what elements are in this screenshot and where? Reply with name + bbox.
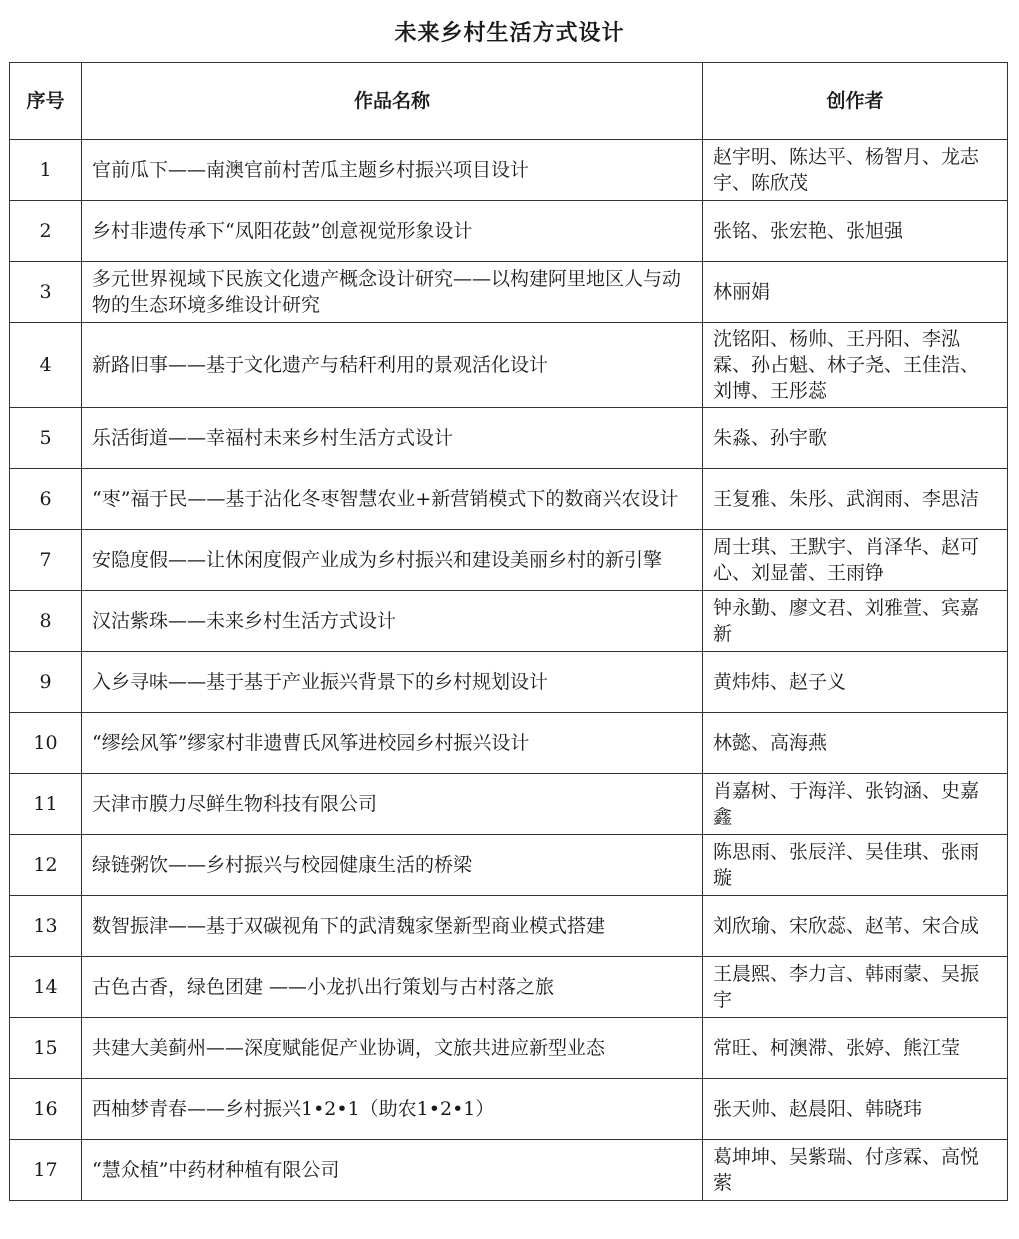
row-number: 15 (10, 1018, 82, 1079)
row-number: 7 (10, 530, 82, 591)
authors: 王晨熙、李力言、韩雨蒙、吴振宇 (703, 957, 1008, 1018)
table-row (10, 713, 1008, 774)
header-number: 序号 (10, 63, 82, 140)
authors: 葛坤坤、吴紫瑞、付彦霖、高悦萦 (703, 1140, 1008, 1201)
row-number: 8 (10, 591, 82, 652)
work-title: 乐活街道——幸福村未来乡村生活方式设计 (82, 408, 703, 469)
row-number: 13 (10, 896, 82, 957)
work-title: “缪绘风筝”缪家村非遗曹氏风筝进校园乡村振兴设计 (82, 713, 703, 774)
row-number: 12 (10, 835, 82, 896)
table-row (10, 591, 1008, 652)
authors: 黄炜炜、赵子义 (703, 652, 1008, 713)
work-title: “慧众植”中药材种植有限公司 (82, 1140, 703, 1201)
table-row (10, 469, 1008, 530)
row-number: 5 (10, 408, 82, 469)
work-title: 天津市膜力尽鲜生物科技有限公司 (82, 774, 703, 835)
authors: 刘欣瑜、宋欣蕊、赵苇、宋合成 (703, 896, 1008, 957)
authors: 张天帅、赵晨阳、韩晓玮 (703, 1079, 1008, 1140)
authors: 常旺、柯澳滞、张婷、熊江莹 (703, 1018, 1008, 1079)
table-row (10, 140, 1008, 201)
work-title: 共建大美蓟州——深度赋能促产业协调，文旅共进应新型业态 (82, 1018, 703, 1079)
work-title: 绿链粥饮——乡村振兴与校园健康生活的桥梁 (82, 835, 703, 896)
row-number: 11 (10, 774, 82, 835)
table-row (10, 201, 1008, 262)
row-number: 3 (10, 262, 82, 323)
table-row (10, 1140, 1008, 1201)
table-row (10, 835, 1008, 896)
work-title: 新路旧事——基于文化遗产与秸秆利用的景观活化设计 (82, 323, 703, 408)
table-row (10, 530, 1008, 591)
authors: 王复雅、朱彤、武润雨、李思洁 (703, 469, 1008, 530)
row-number: 9 (10, 652, 82, 713)
header-work-title: 作品名称 (82, 63, 703, 140)
header-authors: 创作者 (703, 63, 1008, 140)
work-title: 古色古香，绿色团建 ——小龙扒出行策划与古村落之旅 (82, 957, 703, 1018)
authors: 周士琪、王默宇、肖泽华、赵可心、刘显蕾、王雨铮 (703, 530, 1008, 591)
work-title: 汉沽紫珠——未来乡村生活方式设计 (82, 591, 703, 652)
authors: 沈铭阳、杨帅、王丹阳、李泓霖、孙占魁、林子尧、王佳浩、刘博、王彤蕊 (703, 323, 1008, 408)
work-title: “枣”福于民——基于沾化冬枣智慧农业+新营销模式下的数商兴农设计 (82, 469, 703, 530)
page-title: 未来乡村生活方式设计 (394, 21, 625, 46)
authors: 陈思雨、张辰洋、吴佳琪、张雨璇 (703, 835, 1008, 896)
authors: 朱淼、孙宇歌 (703, 408, 1008, 469)
row-number: 10 (10, 713, 82, 774)
work-title: 入乡寻味——基于基于产业振兴背景下的乡村规划设计 (82, 652, 703, 713)
row-number: 1 (10, 140, 82, 201)
authors: 赵宇明、陈达平、杨智月、龙志宇、陈欣茂 (703, 140, 1008, 201)
table-row (10, 262, 1008, 323)
table-row (10, 1018, 1008, 1079)
awards-table (9, 62, 1008, 1201)
authors: 肖嘉树、于海洋、张钧涵、史嘉鑫 (703, 774, 1008, 835)
row-number: 14 (10, 957, 82, 1018)
table-row (10, 774, 1008, 835)
row-number: 2 (10, 201, 82, 262)
table-row (10, 408, 1008, 469)
work-title: 乡村非遗传承下“凤阳花鼓”创意视觉形象设计 (82, 201, 703, 262)
table-header-row (10, 63, 1008, 140)
table-row (10, 957, 1008, 1018)
row-number: 17 (10, 1140, 82, 1201)
work-title: 官前瓜下——南澳官前村苦瓜主题乡村振兴项目设计 (82, 140, 703, 201)
authors: 林丽娟 (703, 262, 1008, 323)
table-row (10, 896, 1008, 957)
authors: 钟永勤、廖文君、刘雅萱、宾嘉新 (703, 591, 1008, 652)
authors: 林懿、高海燕 (703, 713, 1008, 774)
work-title: 西柚梦青春——乡村振兴1•2•1（助农1•2•1） (82, 1079, 703, 1140)
table-row (10, 1079, 1008, 1140)
row-number: 4 (10, 323, 82, 408)
row-number: 6 (10, 469, 82, 530)
work-title: 多元世界视域下民族文化遗产概念设计研究——以构建阿里地区人与动物的生态环境多维设计研究 (82, 262, 703, 323)
authors: 张铭、张宏艳、张旭强 (703, 201, 1008, 262)
work-title: 安隐度假——让休闲度假产业成为乡村振兴和建设美丽乡村的新引擎 (82, 530, 703, 591)
row-number: 16 (10, 1079, 82, 1140)
table-row (10, 323, 1008, 408)
work-title: 数智振津——基于双碳视角下的武清魏家堡新型商业模式搭建 (82, 896, 703, 957)
table-row (10, 652, 1008, 713)
